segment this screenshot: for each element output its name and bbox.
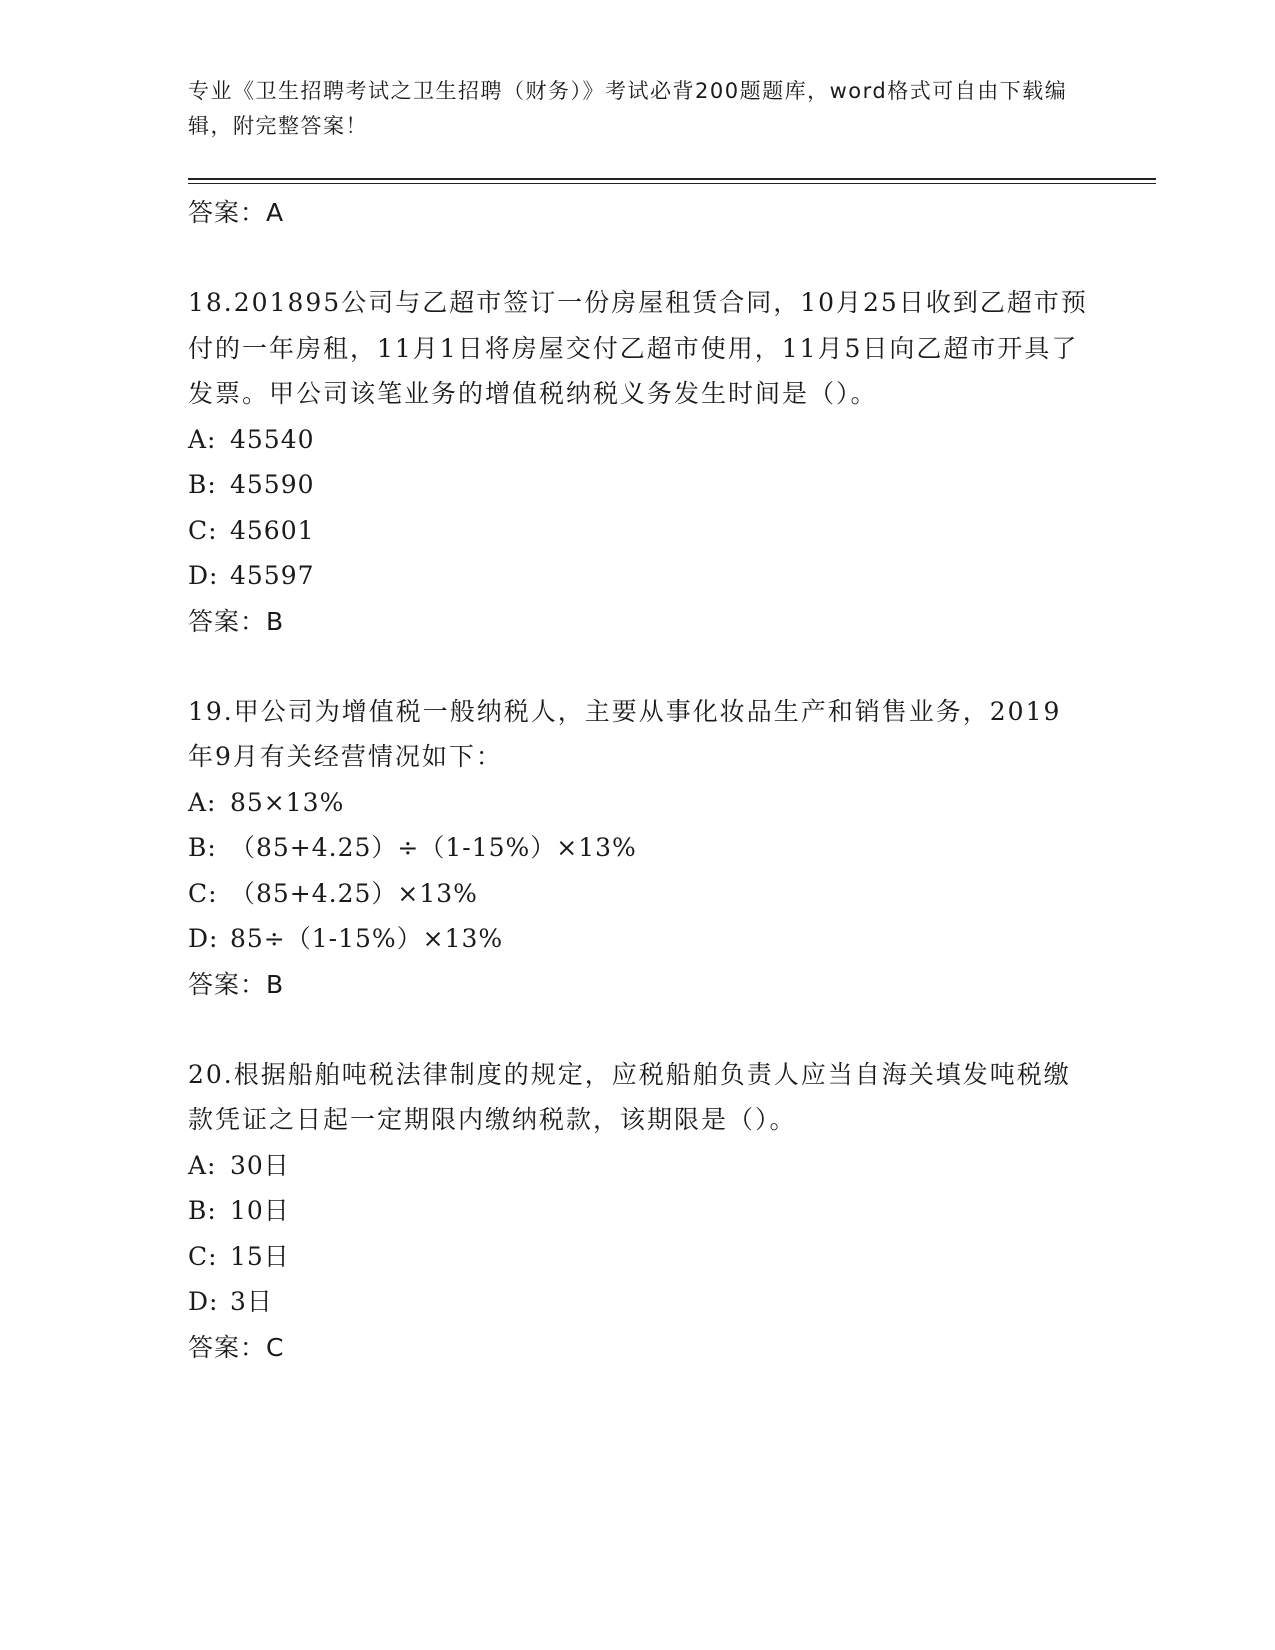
- option-letter: C:: [188, 878, 218, 908]
- option-letter: D:: [188, 561, 219, 590]
- option-text: 30日: [230, 1150, 290, 1180]
- option-text: 45590: [230, 470, 315, 499]
- option-text: 45540: [230, 424, 315, 454]
- answer-line: 答案：C: [188, 1332, 285, 1362]
- option-letter: B:: [188, 1196, 217, 1225]
- option-c: [188, 508, 1088, 554]
- option-text: 3日: [230, 1287, 273, 1316]
- option-d: [188, 916, 1088, 962]
- question-18: [188, 280, 1088, 645]
- question-20: [188, 1052, 1088, 1371]
- option-a: [188, 780, 1088, 826]
- question-stem: 20.根据船舶吨税法律制度的规定，应税船舶负责人应当自海关填发吨税缴款凭证之日起一定期限内缴纳税款，该期限是（）。: [188, 1059, 1071, 1134]
- option-text: 15日: [230, 1241, 290, 1271]
- option-letter: C:: [188, 1241, 218, 1271]
- option-text: （85+4.25）×13%: [230, 878, 478, 908]
- previous-answer: 答案：A: [188, 198, 285, 227]
- header-rule-thick: [188, 178, 1156, 180]
- header-rule-thin: [188, 183, 1156, 184]
- option-letter: B:: [188, 470, 217, 499]
- option-a: [188, 1143, 1088, 1189]
- option-b: [188, 825, 1088, 871]
- answer-line: 答案：B: [188, 606, 285, 636]
- option-text: （85+4.25）÷（1-15%）×13%: [230, 833, 637, 862]
- option-letter: A:: [188, 424, 217, 454]
- option-letter: D:: [188, 1287, 219, 1316]
- option-b: [188, 462, 1088, 508]
- question-list: [188, 190, 1088, 1371]
- question-19: [188, 689, 1088, 1008]
- option-text: 85÷（1-15%）×13%: [230, 924, 504, 953]
- option-text: 45597: [230, 561, 315, 590]
- option-c: [188, 871, 1088, 917]
- option-b: [188, 1188, 1088, 1234]
- question-stem: 18.201895公司与乙超市签订一份房屋租赁合同，10月25日收到乙超市预付的一年房租，11月1日将房屋交付乙超市使用，11月5日向乙超市开具了发票。甲公司该笔业务的增值税纳税义务发生时间是（）。: [188, 288, 1088, 408]
- option-text: 10日: [230, 1196, 290, 1225]
- option-letter: C:: [188, 515, 218, 545]
- option-a: [188, 417, 1088, 463]
- option-text: 45601: [230, 515, 315, 545]
- document-header: 专业《卫生招聘考试之卫生招聘（财务）》考试必背200题题库，word格式可自由下载编辑，附完整答案！: [188, 79, 1068, 138]
- option-d: [188, 1279, 1088, 1325]
- option-letter: D:: [188, 924, 219, 953]
- option-c: [188, 1234, 1088, 1280]
- option-letter: A:: [188, 787, 217, 817]
- option-letter: B:: [188, 833, 217, 862]
- answer-line: 答案：B: [188, 969, 285, 999]
- question-stem: 19.甲公司为增值税一般纳税人，主要从事化妆品生产和销售业务，2019年9月有关经营情况如下：: [188, 696, 1062, 771]
- option-text: 85×13%: [230, 787, 345, 817]
- option-letter: A:: [188, 1150, 217, 1180]
- option-d: [188, 553, 1088, 599]
